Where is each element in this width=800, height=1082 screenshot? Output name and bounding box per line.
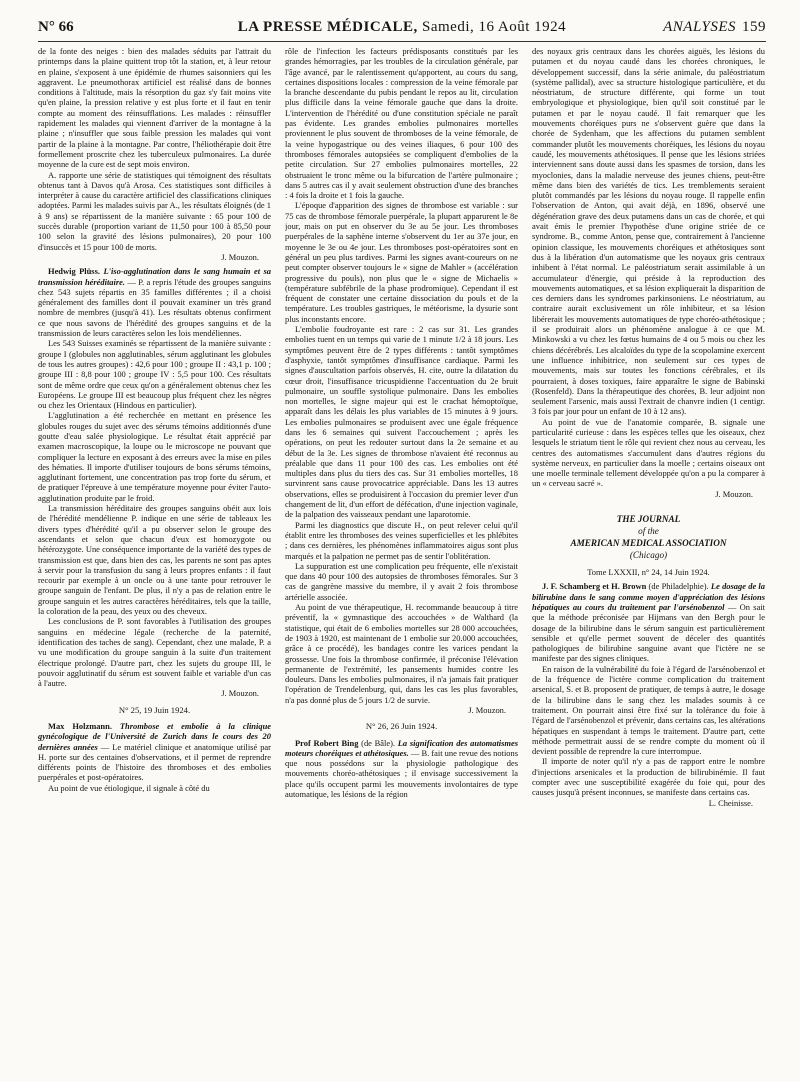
paragraph: En raison de la vulnérabilité du foie à l'égard de l'arsénobenzol et de la fréquence de l'ictère comme complication du traitement arsenical, S. et B. proposent de pratiquer, de temps à autre, le dosage de la bilirubine dans le sang chez les malades soumis à ce traitement. On pourrait ainsi être fixé sur la tolérance du foie à l'égard de l'arsénobenzol et prévenir, dans certains cas, les altérations hépatiques en suspendant à temps le traitement. D'autre part, cette méthode permettrait aussi de se rendre compte du moment où il devient possible de reprendre la cure interrompue. <box>532 663 765 757</box>
article-title: Thrombose et embolie à la clinique gynécologique de l'Université de Zurich dans le cours des 20 dernières années <box>38 721 271 752</box>
article-author-city: (de Bâle). <box>361 737 396 748</box>
paragraph: — Le matériel clinique et anatomique utilisé par H. porte sur des centaines d'observations, et il permet de reprendre différents points de l'histoire des thromboses et des embolies puerpérales et post-opératoires. <box>38 741 271 783</box>
header-rule <box>38 41 766 42</box>
article-author: Hedwig Plüss. <box>48 266 100 277</box>
signature: J. Mouzon. <box>221 688 259 699</box>
folio-number: 159 <box>742 19 766 35</box>
paragraph: La suppuration est une complication peu fréquente, elle n'existait que dans 40 pour 100 des autopsies de thromboses fémorales. Sur 3 cas de gangrène massive du membre, il y avait 2 fois thrombose artérielle associée. <box>285 560 518 602</box>
article-author-city: (de Philadelphie). <box>648 581 709 592</box>
signature: L. Cheinisse. <box>708 797 753 808</box>
section-name: ANALYSES <box>663 19 736 35</box>
article-heading <box>38 266 271 338</box>
article-heading <box>532 581 765 663</box>
paragraph: rôle de l'infection les facteurs prédisposants constitués par les grandes hémorragies, par les troubles de la circulation générale, par l'âge avancé, par le ralentissement qu'apportent, au cours du sang, certaines dispositions locales : compression de la veine fémorale par la branche descendante du pubis pendant le repos au lit, circulation plus difficile dans la veine fémorale gauche que dans la droite. L'intervention de l'hérédité ou d'une constitution spéciale ne paraît pas évidente. Les grandes embolies pulmonaires mortelles proviennent le plus souvent de thromboses de la veine fémorale, de la veine hypogastrique ou des veines iliaques, 6 pour 100 des thromboses fémorales autopsiées se compliquent d'embolies de la petite circulation. Sur 27 embolies pulmonaires mortelles, 22 obstruaient le tronc même ou la bifurcation de l'artère pulmonaire ; dans 5 autres cas il y avait seulement obstruction d'une des branches : 4 fois la droite et 1 fois la gauche. <box>285 46 518 201</box>
paragraph: La transmission héréditaire des groupes sanguins obéit aux lois de l'hérédité mendélienne P. indique en une série de tableaux les divers types d'hérédité qu'il a pu observer selon le groupe des ascendants et selon que chacun d'eux est homozygote ou hétérozygote. Une conséquence importante de la variété des types de transmission est que, dans bien des cas, les parents ne sont pas aptes à servir pour la transfusion du sang à leurs propres enfants : il faut recourir par exemple à un oncle ou à une tante pour retrouver le groupe sanguin de l'enfant. De plus, il n'y a pas de relation entre le groupe sanguin et les autres caractères héréditaires, tels que la taille, la coloration de la peau, des yeux ou des cheveux. <box>38 503 271 617</box>
paragraph: Les 543 Suisses examinés se répartissent de la manière suivante : groupe I (globules non agglutinables, sérum agglutinant les globules de tous les autres groupes) : 42,6 pour 100 ; groupe II : 43,1 p. 100 ; groupe III : 8,8 pour 100 ; groupe IV : 5,5 pour 100. Ces résultats sont de même ordre que ceux qu'on a généralement obtenus chez les Européens. Le groupe III est beaucoup plus fréquent chez les nègres ou chez les Orientaux (Hindous en particulier). <box>38 338 271 411</box>
tome-line: Tome LXXXII, n° 24, 14 Juin 1924. <box>587 567 710 578</box>
journal-name: LA PRESSE MÉDICALE, <box>237 19 418 35</box>
journal-city-line: (Chicago) <box>629 550 668 561</box>
journal-title-line: THE JOURNAL <box>616 514 681 525</box>
paragraph: A. rapporte une série de statistiques qui témoignent des résultats obtenus tant à Davos qu'à Arosa. Ces statistiques sont difficiles à interpréter à cause du caractère artificiel des classifications cliniques adoptées. Parmi les malades suivis par A., les résultats éloignés (de 1 à 9 ans) se répartissent de la manière suivante : 65 pour 100 de succès durable (proportion variant de 11,50 pour 100 à 85,50 pour 100 selon la gravité des lésions pulmonaires), 20 pour 100 d'insuccès et 15 pour 100 de morts. <box>38 169 271 252</box>
paragraph: des noyaux gris centraux dans les chorées aiguës, les lésions du putamen et du noyau caudé dans les chorées chroniques, le développement successif, dans la série animale, du paléostriatum (système pallidal), avec sa structure histologique particulière, et du néostriatum, de structure différente, qui forme un tout embryologique et physiologique, bien qu'il soit constitué par le putamen et par le noyau caudé. Il fait remarquer que les mouvements choréiques purs ne s'observent guère que dans la chorée de Sydenham, que les affections du putamen semblent commander plutôt les mouvements choréiques, les lésions du noyau caudé, les mouvements athétosiques. Il pense que les lésions striées interviennent sans doute aussi dans les spasmes de torsion, dans les myoclonies, dans la maladie nerveuse des jeunes chiens, peut-être même dans bien des variétés de tics. Les tremblements seraient plutôt commandés par les lésions du noyau rouge. Il rappelle enfin l'observation de Anton, qui avait déjà, en 1896, observé une dégénération grave des deux putamens dans un cas de chorée, et qui avait émis le premier l'hypothèse d'une origine striée de ce syndrome. B., comme Anton, pense que, contrairement à l'ancienne opinion classique, les mouvements choréiques et athétosiques sont dus à la libération d'un automatisme que les noyaux gris centraux inhibent à l'état normal. Le paléostriatum serait assimilable à un accumulateur d'énergie, qui préside à la reproduction des mouvements automatiques, et sa lésion expliquerait la disparition de ces derniers dans les syndromes parkinsoniens. Le néostriatum, au contraire aurait exclusivement un rôle inhibiteur, et sa lésion libérerait les mouvements automatiques de type choréo-athétosique ; il se produirait alors un phénomène analogue à ce que M. Minkowski a vu chez les fœtus humains de 4 ou 5 mois ou chez les chiens décérébrés. Les alcaloïdes du type de la scopolamine exercent une influence inhibitrice, non seulement sur ces types de mouvements, mais sur toutes les fonctions cérébrales, et ils pourraient, à doses toxiques, faire apparaître le signe de Babinski (Rosenfeld). Dans la thérapeutique des chorées, B. leur adjoint non seulement l'arsenic, mais aussi l'extrait de chanvre indien (1 centigr. 3 fois par jour pour un enfant de 10 à 12 ans). <box>532 46 765 417</box>
paragraph: Les conclusions de P. sont favorables à l'utilisation des groupes sanguins en médecine légale (recherche de la paternité, identification des taches de sang). Cependant, chez une malade, P. a vu une modification du groupe sanguin à la suite d'un traitement électrique prolongé. D'autre part, chez les sujets du groupe III, le pouvoir agglutinatif du sérum est souvent faible et variable d'un cas à l'autre. <box>38 616 271 689</box>
paragraph: L'agglutination a été recherchée en mettant en présence les globules rouges du sujet avec des sérums témoins additionnés d'une goutte d'eau salée physiologique. Le résultat était apprécié par examen macroscopique, la loupe ou le microscope ne pouvant que compliquer la lecture en exposant à des erreurs avec la mise en piles des hématies. Il importe d'utiliser toujours de bons sérums témoins, agglutinant fortement, une concentration pas trop forte du sérum, et de pratiquer l'épreuve à une température moyenne pour éviter l'auto-agglutination produite par le froid. <box>38 410 271 503</box>
signature: J. Mouzon. <box>221 251 259 262</box>
article-author: J. F. Schamberg et H. Brown <box>542 581 647 592</box>
journal-name-line: AMERICAN MEDICAL ASSOCIATION <box>570 538 727 549</box>
issue-section-heading: N° 25, 19 Juin 1924. <box>118 704 191 715</box>
journal-of-line: of the <box>638 526 659 537</box>
paragraph: Il importe de noter qu'il n'y a pas de rapport entre le nombre d'injections arsenicales et la production de bilirubinémie. Il faut compter avec une susceptibilité exagérée du foie qui, pour des causes jusqu'à présent inconnues, se manifeste dans certains cas. <box>532 756 765 798</box>
column-1 <box>38 46 271 1076</box>
paragraph: Parmi les diagnostics que discute H., on peut relever celui qu'il établit entre les thromboses des veines superficielles et les phlébites ; dans ces dernières, les phénomènes inflammatoires aigus sont plus marqués et la palpation ne permet pas de sentir l'oblitération. <box>285 519 518 561</box>
paragraph: — B. fait une revue des notions que nous possédons sur la physiologie pathologique des mouvements choréo-athétosiques ; il envisage successivement la place qu'ils occupent parmi les mouvements involontaires de type automatique, les lésions de la région <box>285 747 518 800</box>
paragraph: Au point de vue thérapeutique, H. recommande beaucoup à titre préventif, la « gymnastique des accouchées » de Walthard (la statistique, qui était de 6 embolies mortelles sur 28 000 accouchées, de 1903 à 1920, est maintenant de 1 embolie sur 20.000 accouchées, grâce à ce procédé), les bandages contre les varices pendant la grossesse. Une fois la thrombose confirmée, il préconise l'élévation permanente de l'extrémité, les pansements humides contre les douleurs. Dans les embolies pulmonaires, il n'a jamais fait pratiquer l'opération de Trendelenburg, qui, dans les cas les plus favorables, n'a pas donné plus de 5 jours 1/2 de survie. <box>285 602 518 705</box>
page-header <box>38 14 766 40</box>
paragraph: de la fonte des neiges : bien des malades séduits par l'attrait du printemps dans la plaine quittent trop tôt la station, et, à leur retour en plaine, s'exposent à une épidémie de rhumes saisonniers qui les aggravent. Le pneumothorax artificiel est réalisé dans de bonnes conditions à l'altitude, mais la résorption du gaz s'y fait moins vite qu'en plaine, la pression relative y est plus forte et il faut en tenir compte au moment des réinsufflations. Les malades : réinsuffler rapidement les malades qui viennent d'arriver de la montagne à la plaine ; n'insuffler que sous faible pression les malades qui vont partir de la plaine à la montagne. Par contre, l'héliothérapie doit être formellement proscrite chez les tuberculeux pulmonaires. La durée moyenne de la cure est de sept mois environ. <box>38 46 271 170</box>
paragraph: — On sait que la méthode préconisée par Hijmans van den Bergh pour le dosage de la bilirubine dans le sérum sanguin est particulièrement sensible et qu'elle permet souvent de déceler des quantités pathologiques de bilirubine sanguine avant que l'ictère ne se manifeste par des signes cliniques. <box>532 601 765 664</box>
column-3 <box>532 46 765 1076</box>
paragraph: — P. a repris l'étude des groupes sanguins chez 543 sujets répartis en 35 familles différentes ; il a choisi généralement des familles dont il pouvait examiner un très grand nombre de membres (jusqu'à 41). Les résultats obtenus confirment ce que nous savons de l'hérédité des groupes sanguins et de la transmission de leurs caractères selon les lois mendéliennes. <box>38 276 271 339</box>
section-heading <box>663 14 766 40</box>
article-title: La signification des automatismes moteurs choréiques et athétosiques. <box>285 737 518 758</box>
masthead-title <box>38 14 766 40</box>
signature: J. Mouzon. <box>715 488 753 499</box>
journal-heading <box>532 513 765 561</box>
column-2 <box>285 46 518 1076</box>
issue-section-heading: N° 26, 26 Juin 1924. <box>365 721 438 732</box>
article-heading <box>38 721 271 783</box>
paragraph: Au point de vue étiologique, il signale à côté du <box>48 782 210 793</box>
article-author: Prof Robert Bing <box>295 737 359 748</box>
page-number: N° 66 <box>38 19 74 35</box>
article-title: L'iso-agglutination dans le sang humain et sa transmission héréditaire. <box>38 266 271 287</box>
paragraph: Au point de vue de l'anatomie comparée, B. signale une particularité curieuse : dans les espèces telles que les oiseaux, chez lesquels le striatum tient le rôle qui revient chez nous au cerveau, les centres des automatismes s'accumulent dans d'autres régions du système nerveux, en particulier dans la moelle ; certains oiseaux ont une moelle terminale tellement développée qu'on a pu la comparer à un « cerveau sacré ». <box>532 416 765 489</box>
article-title: Le dosage de la bilirubine dans le sang comme moyen d'appréciation des lésions hépatiques au cours du traitement par l'arsénobenzol <box>532 581 765 612</box>
paragraph: L'embolie foudroyante est rare : 2 cas sur 31. Les grandes embolies tuent en un temps qui varie de 1 minute 1/2 à 18 jours. Les symptômes peuvent être de 2 types différents : tantôt symptômes d'asphyxie, tantôt symptômes d'insuffisance cardiaque. Parmi les signes d'auscultation parfois observés, H. cite, outre la dilatation du cœur droit, l'insuffisance tricuspidienne l'accentuation du 2e bruit pulmonaire, un souffle systolique pulmonaire. Dans les embolies non mortelles, le signe majeur qui est le crachat hémoptoïque, apparaît dans les délais les plus variables de 15 minutes à 9 jours. Les embolies pulmonaires se produisent avec une égale fréquence dans les 6 semaines qui suivent l'accouchement ; après les opérations, on peut les redouter surtout dans la 2e semaine et au début de la 3e. Les signes de thrombose n'avaient été reconnus au préalable que dans 11 pour 100 des cas. Les embolies ont été multiples dans plus du tiers des cas. Sur 31 embolies mortelles, 18 survinrent sans cause provocatrice appréciable. Dans les 13 autres observations, elles se produisirent à l'occasion du premier lever d'un changement de lit, d'un effort de défécation, d'une injection vaginale, de la palpation des vaisseaux pendant une laparotomie. <box>285 324 518 520</box>
article-heading <box>285 738 518 800</box>
article-author: Max Holzmann. <box>48 721 112 731</box>
signature: J. Mouzon. <box>468 705 506 715</box>
paragraph: L'époque d'apparition des signes de thrombose est variable : sur 75 cas de thrombose fémorale puerpérale, la plupart apparurent le 8e jour, mais on put en observer du 3e au 5e jour. Les thromboses puerpérales de la saphène interne s'observent du 1er au 37e jour, en moyenne le 3e ou 4e jour. Les thromboses post-opératoires sont en général un peu plus tardives. Parmi les signes avant-coureurs on ne peut compter observer toujours le « signe de Mahler » (accélération progressive du pouls), non plus que le « signe de Michaelis » (température subfébrile de la phase prodromique). Cependant il est fréquent de constater une certaine dissociation du pouls et de la température. Les troubles gastriques, le météorisme, la dysurie sont plus inconstants encore. <box>285 200 518 324</box>
issue-date: Samedi, 16 Août 1924 <box>422 19 567 35</box>
